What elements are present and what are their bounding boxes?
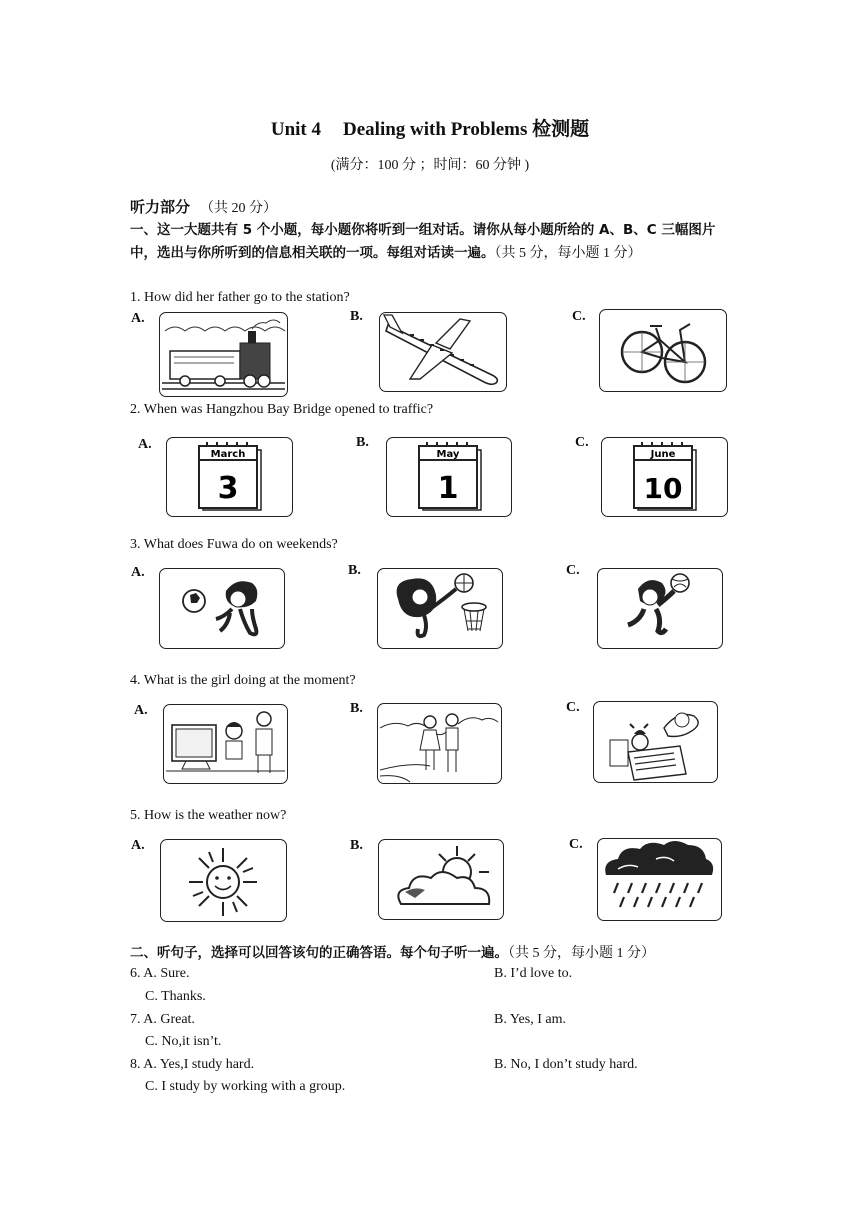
q7-option-b[interactable]: B. Yes, I am.: [494, 1012, 566, 1027]
calendar-month: May: [436, 449, 460, 460]
q5-option-c-label: C.: [569, 837, 583, 852]
title-unit: Unit 4: [270, 119, 322, 140]
q4-option-b-label: B.: [350, 701, 363, 716]
calendar-day: 1: [437, 471, 459, 506]
q8-option-b[interactable]: B. No, I don’t study hard.: [494, 1057, 638, 1072]
q4-option-a-label: A.: [134, 703, 148, 718]
q1-option-c-picture[interactable]: [599, 309, 727, 392]
section-points: （共 20 分）: [200, 201, 278, 216]
section-title: 听力部分: [130, 198, 191, 216]
reading-newspaper-icon: [594, 702, 717, 782]
q5-option-b-picture[interactable]: [378, 839, 504, 920]
q6-option-c[interactable]: C. Thanks.: [145, 989, 206, 1004]
part1-instruction-note: （共 5 分，每小题 1 分）: [494, 246, 642, 261]
q4-option-b-picture[interactable]: [377, 703, 502, 784]
calendar-icon: [602, 438, 727, 516]
question-1: 1. How did her father go to the station?: [130, 290, 350, 305]
q5-option-a-picture[interactable]: [160, 839, 287, 922]
airplane-icon: [380, 313, 506, 391]
calendar-day: 10: [643, 472, 683, 505]
q8-option-c[interactable]: C. I study by working with a group.: [145, 1079, 346, 1094]
page-title: [0, 114, 860, 141]
fuwa-basketball-icon: [378, 569, 502, 648]
sun-icon: [161, 840, 286, 921]
walking-kids-icon: [378, 704, 501, 783]
fuwa-volleyball-icon: [598, 569, 722, 648]
q5-option-b-label: B.: [350, 838, 363, 853]
q6-option-a[interactable]: 6. A. Sure.: [130, 966, 190, 981]
fuwa-soccer-icon: [160, 569, 284, 648]
part1-instruction: [130, 219, 735, 265]
calendar-month: June: [650, 449, 676, 460]
q5-option-c-picture[interactable]: [597, 838, 722, 921]
title-name: Dealing with Problems 检测题: [343, 119, 590, 140]
calendar-day: 3: [217, 471, 239, 506]
q4-option-c-label: C.: [566, 700, 580, 715]
q3-option-c-label: C.: [566, 563, 580, 578]
part2-instruction: [130, 941, 655, 962]
part1-instruction-bold: 一、这一大题共有 5 个小题，每小题你将听到一组对话。请你从每小题所给的 A、B、C 三幅图片中，选出与你所听到的信息相关联的一项。每组对话读一遍。: [130, 222, 716, 261]
q2-option-c-label: C.: [575, 435, 589, 450]
q1-option-b-label: B.: [350, 309, 363, 324]
sun-cloud-icon: [379, 840, 503, 919]
q3-option-c-picture[interactable]: [597, 568, 723, 649]
section-heading: [130, 196, 277, 217]
question-3: 3. What does Fuwa do on weekends?: [130, 537, 338, 552]
q1-option-b-picture[interactable]: [379, 312, 507, 392]
q3-option-a-picture[interactable]: [159, 568, 285, 649]
computer-kids-icon: [164, 705, 287, 783]
calendar-month: March: [210, 449, 246, 460]
q3-option-b-picture[interactable]: [377, 568, 503, 649]
q2-option-c-picture[interactable]: [601, 437, 728, 517]
q6-option-b[interactable]: B. I’d love to.: [494, 966, 573, 981]
q1-option-a-picture[interactable]: [159, 312, 288, 397]
rain-cloud-icon: [598, 839, 721, 920]
q7-option-a[interactable]: 7. A. Great.: [130, 1012, 195, 1027]
q4-option-a-picture[interactable]: [163, 704, 288, 784]
q5-option-a-label: A.: [131, 838, 145, 853]
question-4: 4. What is the girl doing at the moment?: [130, 673, 356, 688]
q2-option-a-picture[interactable]: [166, 437, 293, 517]
train-icon: [160, 313, 287, 396]
q8-option-a[interactable]: 8. A. Yes,I study hard.: [130, 1057, 255, 1072]
q2-option-a-label: A.: [138, 437, 152, 452]
calendar-icon: [167, 438, 292, 516]
q2-option-b-picture[interactable]: [386, 437, 512, 517]
page-subtitle: (满分：100 分 ；时间：60 分钟 ): [330, 158, 530, 173]
q3-option-a-label: A.: [131, 565, 145, 580]
q4-option-c-picture[interactable]: [593, 701, 718, 783]
q1-option-c-label: C.: [572, 309, 586, 324]
part2-instruction-note: （共 5 分，每小题 1 分）: [508, 946, 655, 961]
q2-option-b-label: B.: [356, 435, 369, 450]
part2-instruction-bold: 二、听句子，选择可以回答该句的正确答语。每个句子听一遍。: [130, 945, 508, 961]
q1-option-a-label: A.: [131, 311, 145, 326]
q7-option-c[interactable]: C. No,it isn’t.: [145, 1034, 222, 1049]
question-2: 2. When was Hangzhou Bay Bridge opened to traffic?: [130, 402, 434, 417]
calendar-icon: [387, 438, 511, 516]
question-5: 5. How is the weather now?: [130, 808, 287, 823]
q3-option-b-label: B.: [348, 563, 361, 578]
bicycle-icon: [600, 310, 726, 391]
